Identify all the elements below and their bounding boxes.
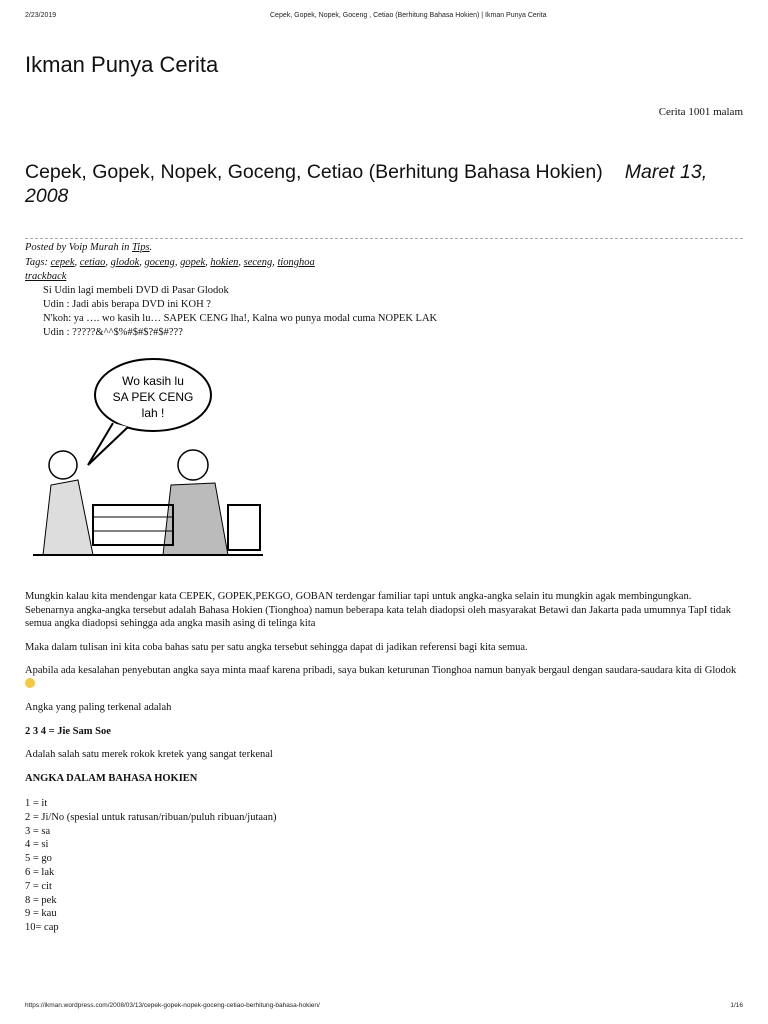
list-item: 6 = lak <box>25 866 55 878</box>
list-item: 3 = sa <box>25 825 51 837</box>
print-page-number: 1/16 <box>730 1002 743 1009</box>
heading-jie-sam-soe: 2 3 4 = Jie Sam Soe <box>25 725 111 737</box>
paragraph: Mungkin kalau kita mendengar kata CEPEK, GOPEK,PEKGO, GOBAN terdengar familiar tapi untuk angka-angka selain itu mungkin agak membingungkan. <box>25 591 692 602</box>
category-link[interactable]: Tips <box>132 242 150 253</box>
list-item: 1 = it <box>25 798 48 809</box>
paragraph: Angka yang paling terkenal adalah <box>25 702 172 713</box>
trackback-link[interactable]: trackback <box>25 271 67 282</box>
smiley-icon <box>25 678 35 688</box>
tags-label: Tags: <box>25 256 51 268</box>
site-tagline: Cerita 1001 malam <box>658 106 743 118</box>
list-item: 7 = cit <box>25 880 52 892</box>
dialogue-line: Si Udin lagi membeli DVD di Pasar Glodok <box>43 285 229 296</box>
dialogue <box>43 284 437 340</box>
tag-link[interactable]: goceng <box>144 256 175 268</box>
post-meta: Posted by Voip Murah in Tips. Tags: cepek, cetiao, glodok, goceng, gopek, hokien, seceng, tionghoa trackback <box>25 242 315 282</box>
print-url: https://ikman.wordpress.com/2008/03/13/cepek-gopek-nopek-goceng-cetiao-berhitung-bahasa-hokien/ <box>25 1002 320 1009</box>
paragraph: Sebenarnya angka-angka tersebut adalah Bahasa Hokien (Tionghoa) namun beberapa kata telah diadopsi oleh masyarakat Betawi dan Jakarta pada umumnya TapI tidak semua angka diadopsi sehingga ada angka masih asing di telinga kita <box>25 604 732 629</box>
tag-link[interactable]: seceng <box>243 256 273 268</box>
tag-link[interactable]: tionghoa <box>277 256 315 268</box>
dialogue-line: N'koh: ya …. wo kasih lu… SAPEK CENG lha!, Kalna wo punya modal cuma NOPEK LAK <box>43 313 438 324</box>
list-item: 8 = pek <box>25 894 57 906</box>
tag-link[interactable]: cepek <box>50 256 75 268</box>
number-list <box>25 797 745 935</box>
list-item: 9 = kau <box>25 908 57 920</box>
list-item: 4 = si <box>25 839 49 851</box>
post-date: Maret 13, 2008 <box>25 161 708 207</box>
tag-link[interactable]: cetiao <box>79 256 106 268</box>
bubble-line: Wo kasih lu <box>122 374 184 388</box>
paragraph: Apabila ada kesalahan penyebutan angka saya minta maaf karena pribadi, saya bukan keturunan Tionghoa namun banyak bergaul dengan saudara-saudara kita di Glodok <box>25 665 737 676</box>
dialogue-line: Udin : Jadi abis berapa DVD ini KOH ? <box>43 299 211 310</box>
print-title: Cepek, Gopek, Nopek, Goceng , Cetiao (Berhitung Bahasa Hokien) | Ikman Punya Cerita <box>270 12 547 19</box>
tag-link[interactable]: hokien <box>210 256 239 268</box>
divider <box>25 238 743 239</box>
tag-link[interactable]: glodok <box>110 256 140 268</box>
post-title <box>25 160 745 208</box>
paragraph: Adalah salah satu merek rokok kretek yang sangat terkenal <box>25 749 273 760</box>
tag-link[interactable]: gopek <box>180 256 206 268</box>
site-title[interactable]: Ikman Punya Cerita <box>25 52 219 77</box>
dialogue-line: Udin : ?????&^^$%#$#$?#$#??? <box>43 327 183 338</box>
cartoon-image <box>33 355 263 570</box>
heading-angka: ANGKA DALAM BAHASA HOKIEN <box>25 772 198 784</box>
posted-by: Posted by Voip Murah in <box>25 242 133 253</box>
print-date: 2/23/2019 <box>25 12 57 19</box>
post-title-text[interactable]: Cepek, Gopek, Nopek, Goceng, Cetiao (Berhitung Bahasa Hokien) <box>25 161 603 183</box>
list-item: 10= cap <box>25 922 59 934</box>
list-item: 2 = Ji/No (spesial untuk ratusan/ribuan/puluh ribuan/jutaan) <box>25 811 277 823</box>
bubble-line: lah ! <box>141 406 165 420</box>
post-body <box>25 590 745 935</box>
bubble-line: SA PEK CENG <box>112 390 194 404</box>
paragraph: Maka dalam tulisan ini kita coba bahas satu per satu angka tersebut sehingga dapat di jadikan referensi bagi kita semua. <box>25 641 528 653</box>
list-item: 5 = go <box>25 853 52 865</box>
